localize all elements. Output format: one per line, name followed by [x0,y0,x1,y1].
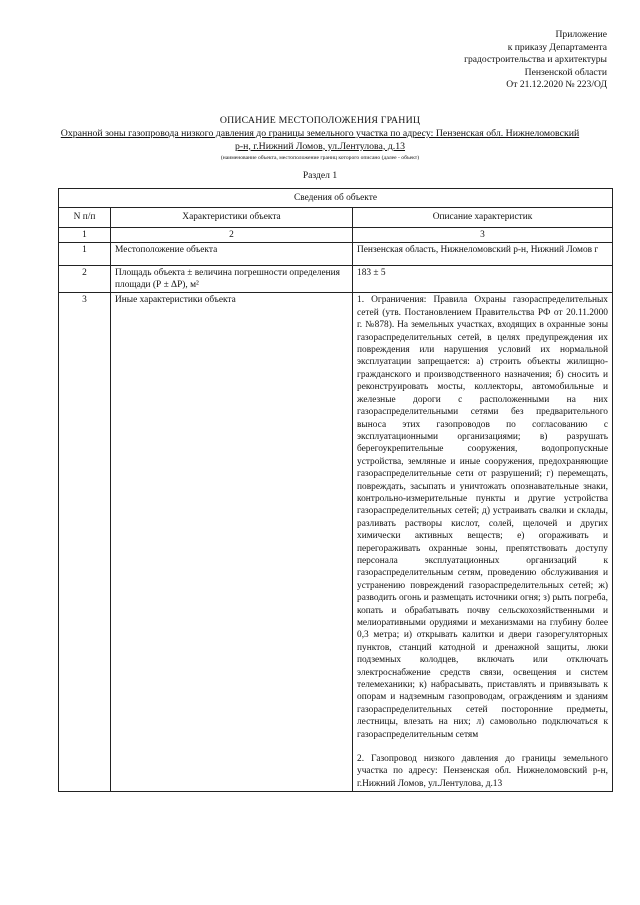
appendix-line: градостроительства и архитектуры [464,54,607,66]
column-number: 1 [59,227,111,242]
column-number: 3 [353,227,613,242]
column-number: 2 [111,227,353,242]
table-row [59,293,613,792]
header-cell: Характеристики объекта [111,208,353,227]
row-characteristic: Местоположение объекта [111,243,353,265]
appendix-line: к приказу Департамента [507,41,607,53]
table-header-row [59,208,613,227]
row-characteristic: Иные характеристики объекта [111,293,353,792]
row-characteristic: Площадь объекта ± величина погрешности определения площади (Р ± ΔР), м² [111,265,353,293]
appendix-line: Пензенской области [524,66,607,78]
row-description [353,293,613,792]
object-info-table [58,188,613,792]
row-description: Пензенская область, Нижнеломовский р-н, Нижний Ломов г [353,243,613,265]
row-number: 3 [59,293,111,792]
subtitle-note: (наименование объекта, местоположение границ которого описано (далее - объект) [220,155,420,161]
appendix-line: Приложение [555,29,607,40]
section-label: Раздел 1 [302,170,338,181]
table-caption-row [59,189,613,208]
row-number: 1 [59,243,111,265]
pipeline-paragraph: 2. Газопровод низкого давления до границы земельного участка по адресу: Пензенская обл. Нижнеломовский р-н, г.Нижний Ломов, ул.Лентулова, д.13 [357,754,608,789]
appendix-block [387,29,607,92]
table-row [59,265,613,293]
document-subtitle: Охранной зоны газопровода низкого давления до границы земельного участка по адресу: Пензенская обл. Нижнеломовский р-н, г.Нижний Ломов, ул.Лентулова, д.13 [60,128,580,152]
table-caption: Сведения об объекте [59,189,613,208]
table-row [59,243,613,265]
header-cell: Описание характеристик [353,208,613,227]
header-cell: N п/п [59,208,111,227]
appendix-line: От 21.12.2020 № 223/ОД [506,79,607,91]
row-number: 2 [59,265,111,293]
restrictions-paragraph: 1. Ограничения: Правила Охраны газораспределительных сетей (утв. Постановлением Правительства РФ от 20.11.2000 г. №878). На земельных участках, входящих в охранные зоны газораспределительных сетей, в целях предупреждения их повреждения или нарушения условий их нормальной эксплуатации запрещается: а) строить объекты жилищно-гражданского и производственного назначения; б) сносить и реконструировать мосты, коллекторы, автомобильные и железные дороги с расположенными на них газораспределительными сетями без предварительного выноса этих газопроводов по согласованию с эксплуатационными организациями; в) разрушать берегоукрепительные сооружения, водопропускные устройства, земляные и иные сооружения, предохраняющие газораспределительные сети от разрушений; г) перемещать, повреждать, засыпать и уничтожать опознавательные знаки, контрольно-измерительные пункты и другие устройства газораспределительных сетей; д) устраивать свалки и склады, разливать растворы кислот, солей, щелочей и других химически активных веществ; е) огораживать и перегораживать охранные зоны, препятствовать доступу персонала эксплуатационных организаций к газораспределительным сетям, проведению обслуживания и устранению повреждений газораспределительных сетей; ж) разводить огонь и размещать источники огня; з) рыть погреба, копать и обрабатывать почву сельскохозяйственными и мелиоративными орудиями и механизмами на глубину более 0,3 метра; и) открывать калитки и двери газорегуляторных пунктов, станций катодной и дренажной защиты, люки подземных колодцев, включать или отключать электроснабжение средств связи, освещения и систем телемеханики; к) набрасывать, приставлять и привязывать к опорам и надземным газопроводам, ограждениям и зданиям газораспределительных сетей посторонние предметы, лестницы, влезать на них; л) самовольно подключаться к газораспределительным сетям [357,295,608,740]
row-description: 183 ± 5 [353,265,613,293]
column-number-row [59,227,613,242]
document-title: ОПИСАНИЕ МЕСТОПОЛОЖЕНИЯ ГРАНИЦ [219,115,421,126]
